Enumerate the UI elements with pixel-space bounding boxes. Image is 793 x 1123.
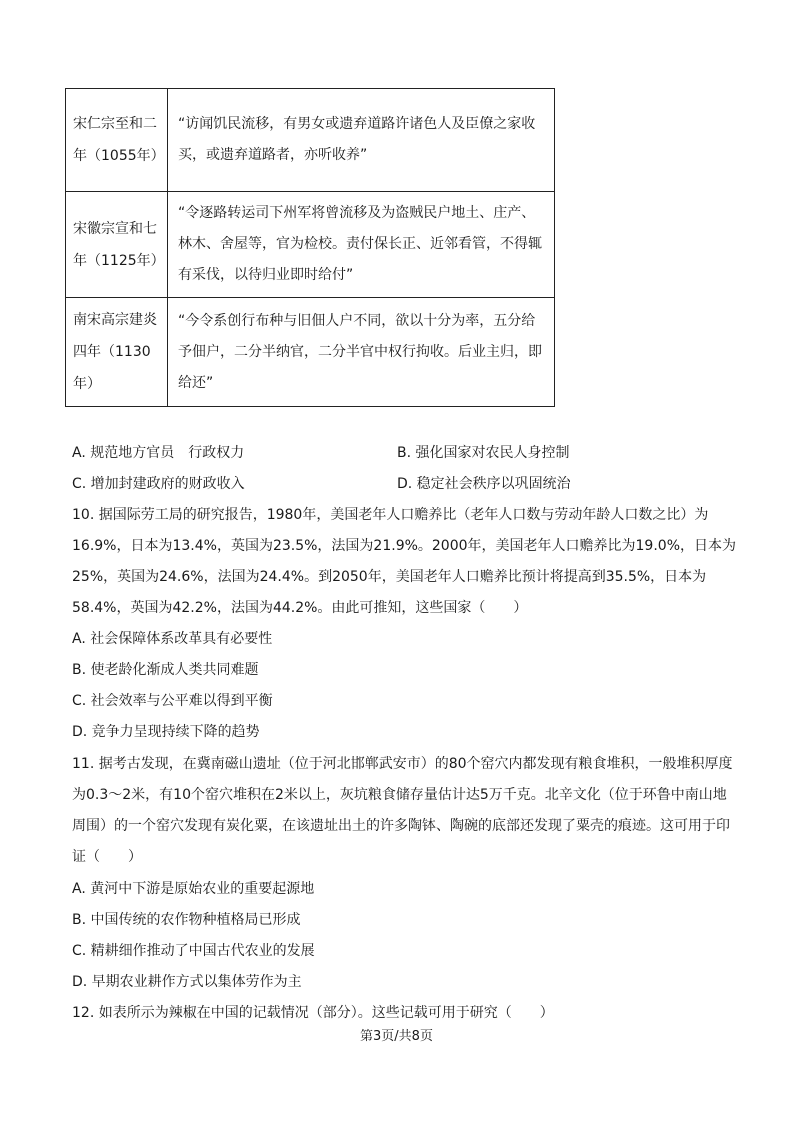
period-cell: 南宋高宗建炎四年（1130年） — [66, 298, 168, 407]
table-row — [66, 89, 555, 192]
period-cell: 宋徽宗宣和七年（1125年） — [66, 192, 168, 298]
q12-stem: 12. 如表所示为辣椒在中国的记载情况（部分）。这些记载可用于研究（ ） — [72, 1005, 554, 1021]
q10-option-c: C. 社会效率与公平难以得到平衡 — [72, 693, 273, 709]
q9-option-d: D. 稳定社会秩序以巩固统治 — [397, 476, 571, 492]
q10-option-a: A. 社会保障体系改革具有必要性 — [72, 631, 273, 647]
source-table — [65, 88, 555, 407]
q11-stem: 11. 据考古发现，在冀南磁山遗址（位于河北邯郸武安市）的80个窑穴内都发现有粮食堆积，一般堆积厚度为0.3～2米，有10个窑穴堆积在2米以上，灰坑粮食储存量估计达5万千克。北辛文化（位于环鲁中南山地周围）的一个窑穴发现有炭化粟，在该遗址出土的许多陶钵、陶碗的底部还发现了粟壳的痕迹。这可用于印证（ ） — [72, 756, 733, 865]
quote-cell: “今令系创行布种与旧佃人户不同，欲以十分为率，五分给予佃户，二分半纳官，二分半官中权行拘收。后业主归，即给还” — [168, 298, 555, 407]
q11-option-d: D. 早期农业耕作方式以集体劳作为主 — [72, 974, 302, 990]
page-footer: 第3页/共8页 — [360, 1029, 433, 1044]
q11-option-b: B. 中国传统的农作物种植格局已形成 — [72, 912, 301, 928]
q11-option-a: A. 黄河中下游是原始农业的重要起源地 — [72, 881, 315, 897]
q10-option-d: D. 竞争力呈现持续下降的趋势 — [72, 724, 260, 740]
q10-option-b: B. 使老龄化渐成人类共同难题 — [72, 662, 259, 678]
q9-option-b: B. 强化国家对农民人身控制 — [397, 445, 570, 461]
q11-option-c: C. 精耕细作推动了中国古代农业的发展 — [72, 943, 315, 959]
table-row — [66, 298, 555, 407]
q9-option-a: A. 规范地方官员 行政权力 — [72, 445, 245, 461]
q10-stem: 10. 据国际劳工局的研究报告，1980年，美国老年人口赡养比（老年人口数与劳动年龄人口数之比）为16.9%，日本为13.4%，英国为23.5%，法国为21.9%。2000年，美国老年人口赡养比为19.0%，日本为25%，英国为24.6%，法国为24.4%。到2050年，美国老年人口赡养比预计将提高到35.5%，日本为58.4%，英国为42.2%，法国为44.2%。由此可推知，这些国家（ ） — [72, 507, 737, 616]
q9-option-c: C. 增加封建政府的财政收入 — [72, 476, 245, 492]
period-cell: 宋仁宗至和二年（1055年） — [66, 89, 168, 192]
quote-cell: “访闻饥民流移，有男女或遗弃道路许诸色人及臣僚之家收买，或遗弃道路者，亦听收养” — [168, 89, 555, 192]
quote-cell: “令逐路转运司下州军将曾流移及为盗贼民户地土、庄产、林木、舍屋等，官为检校。责付保长正、近邻看管，不得辄有采伐，以待归业即时给付” — [168, 192, 555, 298]
table-row — [66, 192, 555, 298]
